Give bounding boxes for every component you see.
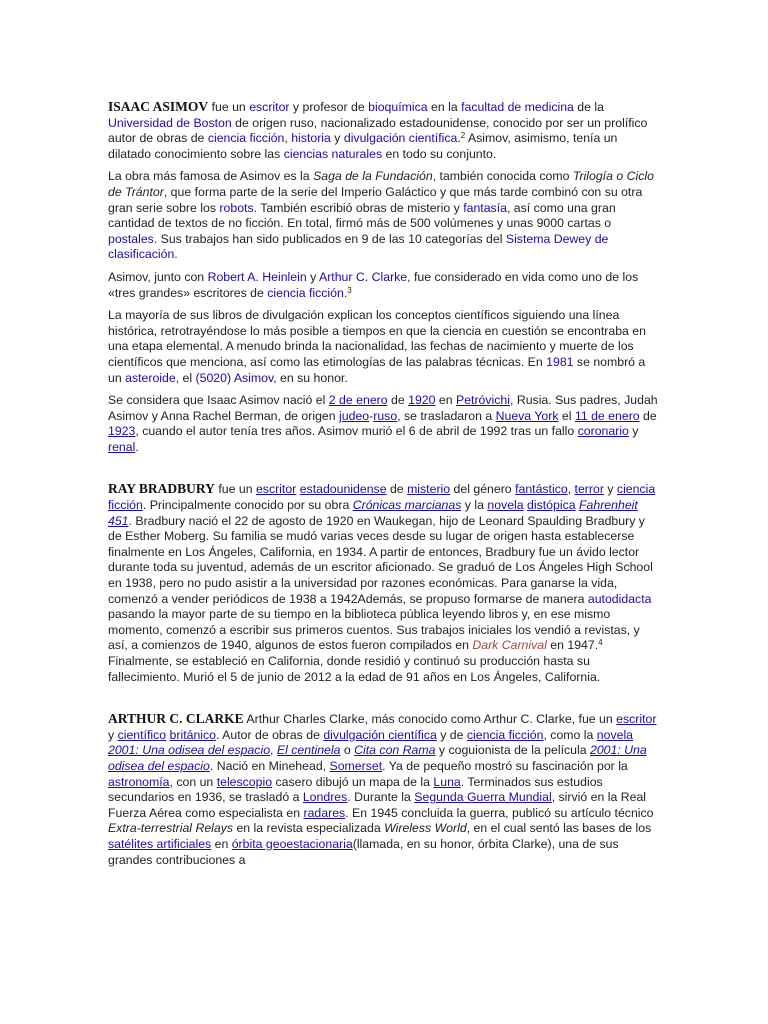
text-run: en todo su conjunto. (382, 146, 497, 161)
text-run: y la (461, 498, 488, 513)
text-link[interactable]: Cita con Rama (354, 743, 436, 758)
text-run: en (211, 836, 232, 851)
asimov-heading: ISAAC ASIMOV (108, 99, 209, 114)
bradbury-heading: RAY BRADBURY (108, 481, 215, 497)
text-link[interactable]: 1981 (546, 354, 574, 369)
text-link[interactable]: El centinela (276, 743, 341, 758)
asimov-paragraph-4 (108, 308, 660, 386)
text-link[interactable]: robots (219, 200, 254, 215)
text-run: , Rusia. Sus padres, Judah Asimov y Anna Rachel Berman, de origen (108, 393, 658, 423)
text-link[interactable]: Dark Carnival (472, 638, 547, 653)
text-link[interactable]: divulgación científica (343, 131, 458, 146)
text-run: Se considera que Isaac Asimov nació el (108, 393, 329, 408)
citation-ref[interactable]: 4 (598, 638, 603, 648)
text-link[interactable]: . (457, 131, 461, 146)
text-run: Saga de la Fundación (313, 169, 433, 184)
text-run: y (306, 269, 319, 284)
text-run: de (639, 408, 657, 423)
text-run: . También escribió obras de misterio y (253, 200, 464, 215)
text-link[interactable]: órbita geoestacionaria (231, 836, 353, 851)
document-page (108, 99, 660, 875)
text-link[interactable]: escritor (255, 482, 297, 497)
text-run: La obra más famosa de Asimov es la (108, 169, 314, 184)
text-run: y (628, 424, 639, 439)
text-run: pasando la mayor parte de su tiempo en la biblioteca pública leyendo libros y, en ese mismo momento, comenzó a escribir sus primeros cuentos. Sus trabajos iniciales los vendió a revistas, y así, a comienzos de 1940, algunos de estos fueron compilados en (108, 607, 640, 653)
text-link[interactable]: ciencia ficción (108, 482, 656, 513)
text-link[interactable]: estadounidense (299, 482, 387, 497)
text-run: de origen ruso, nacionalizado estadounidense, conocido por ser un prolífico autor de obras de (108, 115, 648, 146)
text-run: , el (175, 370, 196, 385)
text-run: o (340, 743, 355, 758)
text-run: . (135, 439, 139, 454)
text-link[interactable]: Nueva York (495, 408, 559, 423)
text-link[interactable]: telescopio (216, 774, 273, 789)
text-run: de (387, 393, 409, 408)
citation-ref[interactable]: 2 (460, 131, 466, 141)
bradbury-text (108, 482, 655, 683)
text-link[interactable]: ciencia ficción (466, 727, 544, 742)
text-link[interactable]: ciencia ficción (267, 285, 344, 300)
text-run: fue un (208, 100, 250, 114)
text-run: en la revista especializada (233, 821, 385, 836)
text-run: . En 1945 concluida la guerra, publicó su artículo técnico (345, 805, 654, 820)
text-link[interactable]: Crónicas marcianas (352, 498, 462, 513)
text-run: y coguionista de la película (435, 743, 590, 758)
text-link[interactable]: 1920 (408, 393, 436, 408)
text-run: Wireless World (384, 821, 467, 836)
text-link[interactable]: Londres (302, 790, 348, 805)
text-run: , con un (169, 774, 217, 789)
text-link[interactable]: 2001: Una odisea del espacio (108, 743, 271, 758)
text-link[interactable]: Luna (433, 774, 461, 789)
text-run: . Terminados sus estudios secundarios en 1936, se trasladó a (108, 774, 603, 805)
text-run: y (330, 131, 344, 146)
text-run: y de (436, 727, 467, 742)
text-link[interactable]: Arthur C. Clarke (319, 269, 408, 284)
text-link[interactable]: científico (117, 727, 167, 742)
asimov-paragraph-5 (108, 393, 660, 455)
text-run: , sirvió en la Real Fuerza Aérea como especialista en (108, 790, 647, 820)
text-run: , en su honor. (273, 370, 348, 385)
text-link[interactable]: Robert A. Heinlein (207, 269, 307, 284)
text-run: , como la (543, 727, 597, 742)
text-link[interactable]: renal (108, 439, 136, 454)
text-run: y (108, 727, 118, 742)
text-run: y (603, 482, 617, 497)
text-run: . Autor de obras de (216, 727, 324, 742)
text-run: , (567, 482, 575, 497)
text-run: de (386, 482, 408, 497)
text-link[interactable]: Sistema Dewey de clasificación (108, 231, 609, 262)
text-run: fue un (214, 482, 256, 497)
clarke-text (108, 712, 656, 866)
text-run: , así como una gran cantidad de textos de no ficción. En total, firmó más de 500 volúmenes y unas 9000 cartas o (108, 200, 616, 231)
text-run: Extra-terrestrial Relays (108, 821, 234, 836)
text-link[interactable]: divulgación científica (323, 727, 437, 742)
text-link[interactable]: novela (596, 727, 634, 742)
text-link[interactable]: facultad de medicina (461, 100, 574, 114)
text-link[interactable]: Somerset (329, 758, 383, 773)
text-run: casero dibujó un mapa de la (272, 774, 434, 789)
text-link[interactable]: terror (574, 482, 604, 497)
text-run: Finalmente, se estableció en California, donde residió y continuó su producción hasta su fallecimiento. Murió el 5 de junio de 2012 a la edad de 91 años en Los Ángeles, California. (108, 654, 601, 684)
text-link[interactable]: Petróvichi (456, 393, 510, 408)
text-link[interactable]: autodidacta (587, 591, 652, 606)
text-link[interactable]: fantástico (515, 482, 568, 497)
text-run: y profesor de (289, 100, 369, 114)
text-link[interactable]: distópica (527, 498, 576, 513)
text-run: en 1947. (546, 638, 599, 653)
text-run: (llamada, en su honor, órbita Clarke), una de sus grandes contribuciones a (108, 836, 619, 867)
asimov-paragraph-3 (108, 270, 660, 301)
text-link[interactable]: astronomía (108, 774, 170, 789)
text-link[interactable]: 1923 (108, 424, 136, 439)
bradbury-paragraph (108, 481, 660, 685)
text-link[interactable]: 11 de enero (574, 408, 640, 423)
text-run: del género (450, 482, 516, 497)
text-run: . Nació en Minehead, (209, 758, 330, 773)
text-link[interactable]: británico (169, 727, 217, 742)
text-run: La mayoría de sus libros de divulgación explican los conceptos científicos siguiendo una línea histórica, retrotrayéndose lo más posible a tiempos en que la ciencia en cuestión se encontraba en una etapa elemental. A menudo brinda la nacionalidad, las fechas de nacimiento y muerte de los científicos que menciona, así como las etimologías de las palabras técnicas. En (108, 308, 646, 369)
text-run: . Sus trabajos han sido publicados en 9 de las 10 categorías del (153, 231, 506, 246)
text-link[interactable]: coronario (577, 424, 629, 439)
clarke-heading: ARTHUR C. CLARKE (108, 711, 244, 727)
text-link[interactable]: asteroide (125, 370, 176, 385)
text-run: - (369, 408, 374, 423)
text-link[interactable]: . (343, 285, 348, 300)
text-link[interactable]: Universidad de Boston (108, 115, 232, 130)
text-run: . Principalmente conocido por su obra (142, 498, 353, 513)
citation-ref[interactable]: 3 (347, 285, 352, 295)
text-link[interactable]: escritor (249, 100, 290, 114)
text-run: . Bradbury nació el 22 de agosto de 1920 en Waukegan, hijo de Leonard Spaulding Bradbury y de Esther Moberg. Su familia se mudó varias veces desde su lugar de origen hasta establecerse finalmente en Los Ángeles, California, en 1934. A partir de entonces, Bradbury fue un ávido lector durante toda su juventud, además de un escritor aficionado. Se graduó de Los Ángeles High School en 1938, pero no pudo asistir a la universidad por razones económicas. Para ganarse la vida, comenzó a vender periódicos de 1938 a 1942Además, se propuso formarse de manera (108, 513, 653, 606)
text-link[interactable]: (5020) Asimov (195, 370, 274, 385)
text-link[interactable]: ciencias naturales (283, 146, 383, 161)
text-link[interactable]: ruso (373, 408, 398, 423)
text-link[interactable]: ciencia ficción (207, 131, 285, 146)
text-run: , también conocida como (432, 169, 573, 184)
text-link[interactable]: 2 de enero (328, 393, 388, 408)
text-run: , (284, 131, 292, 146)
text-run: . Durante la (347, 790, 415, 805)
text-run: Asimov, asimismo, tenía un dilatado conocimiento sobre las (108, 131, 618, 161)
text-link[interactable]: satélites artificiales (108, 836, 212, 851)
text-run: , se trasladaron a (397, 408, 496, 423)
text-link[interactable]: misterio (407, 482, 451, 497)
text-run: , que forma parte de la serie del Imperio Galáctico y que más tarde combinó con su otra gran serie sobre los (108, 184, 643, 215)
text-link[interactable]: fantasía (463, 200, 507, 215)
asimov-paragraph-2 (108, 169, 660, 263)
text-link[interactable]: radares (303, 805, 346, 820)
text-run: Trilogía o Ciclo de Trántor (108, 169, 654, 199)
text-run: de la (573, 100, 604, 114)
text-link[interactable]: Segunda Guerra Mundial (414, 790, 552, 805)
text-run: , cuando el autor tenía tres años. Asimov murió el 6 de abril de 1992 tras un fallo (135, 424, 578, 439)
text-link[interactable]: bioquímica (368, 100, 428, 114)
text-run: en la (427, 100, 462, 114)
text-link[interactable]: judeo (339, 408, 370, 423)
text-run: en (435, 393, 456, 408)
text-link[interactable]: Fahrenheit 451 (108, 498, 638, 528)
text-run: , (270, 743, 277, 758)
text-run: se nombró a un (108, 354, 646, 385)
text-run: Asimov, junto con (108, 269, 208, 284)
text-run: . (174, 247, 178, 262)
text-run: , fue considerado en vida como uno de los «tres grandes» escritores de (108, 269, 639, 300)
text-run: Arthur Charles Clarke, más conocido como Arthur C. Clarke, fue un (243, 712, 617, 727)
text-link[interactable]: historia (291, 131, 331, 146)
text-run: . Ya de pequeño mostró su fascinación por la (382, 758, 628, 773)
clarke-paragraph (108, 711, 660, 868)
text-run: , en el cual sentó las bases de los (466, 821, 652, 836)
text-run: el (558, 408, 575, 423)
asimov-paragraph-1 (108, 99, 660, 162)
text-link[interactable]: 2001: Una odisea del espacio (108, 743, 647, 773)
text-link[interactable]: novela (487, 498, 524, 513)
text-link[interactable]: postales (108, 231, 154, 246)
text-link[interactable]: escritor (616, 712, 657, 727)
